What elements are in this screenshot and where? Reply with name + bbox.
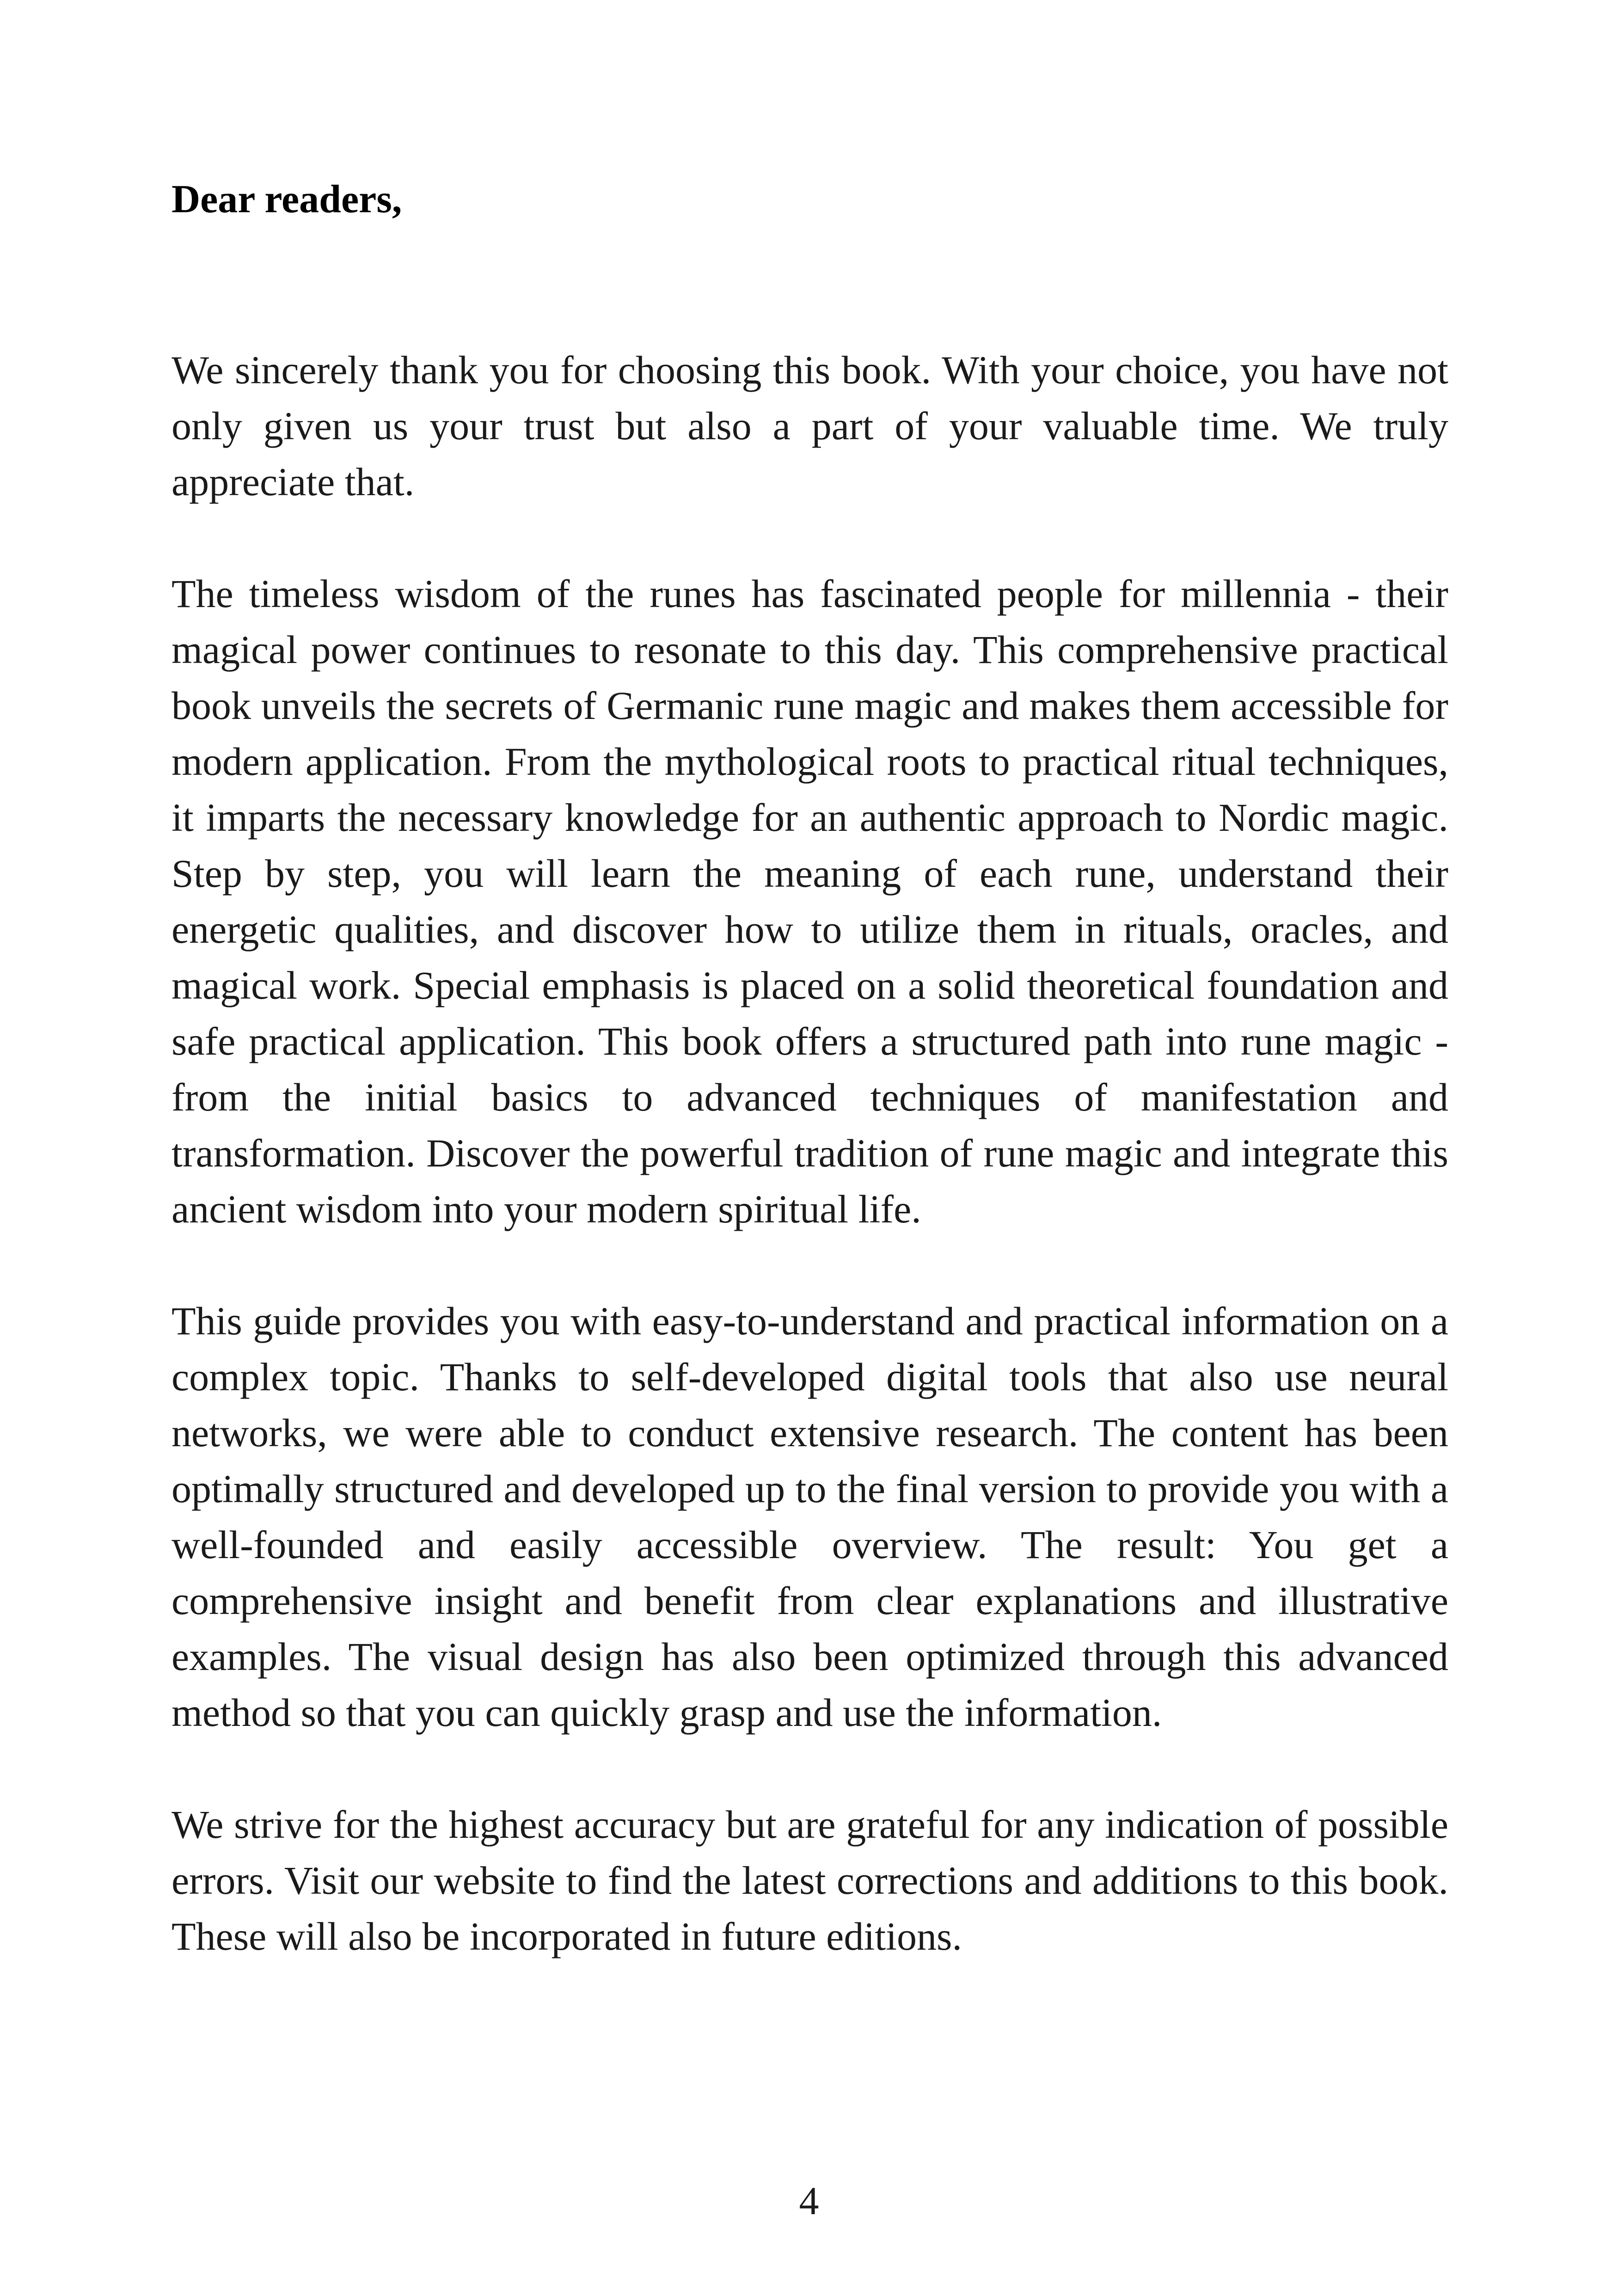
- paragraph-thanks: We sincerely thank you for choosing this book. With your choice, you have not only given us your trust but also a part of your valuable time. We truly appreciate that.: [172, 348, 1448, 504]
- paragraph-accuracy: We strive for the highest accuracy but are grateful for any indication of possible errors. Visit our website to find the latest corrections and additions to this book. These will also be incorporated in future editions.: [172, 1802, 1448, 1958]
- paragraph-rune-wisdom: The timeless wisdom of the runes has fascinated people for millennia - their magical power continues to resonate to this day. This comprehensive practical book unveils the secrets of Germanic rune magic and makes them accessible for modern application. From the mythological roots to practical ritual techniques, it imparts the necessary knowledge for an authentic approach to Nordic magic. Step by step, you will learn the meaning of each rune, understand their energetic qualities, and discover how to utilize them in rituals, oracles, and magical work. Special emphasis is placed on a solid theoretical foundation and safe practical application. This book offers a structured path into rune magic - from the initial basics to advanced techniques of manifestation and transformation. Discover the powerful tradition of rune magic and integrate this ancient wisdom into your modern spiritual life.: [172, 571, 1448, 1231]
- salutation-heading: Dear readers,: [172, 177, 402, 221]
- page-number: 4: [799, 2179, 819, 2223]
- paragraph-guide-info: This guide provides you with easy-to-understand and practical information on a complex topic. Thanks to self-developed digital tools that also use neural networks, we were able to conduct extensive research. The content has been optimally structured and developed up to the final version to provide you with a well-founded and easily accessible overview. The result: You get a comprehensive insight and benefit from clear explanations and illustrative examples. The visual design has also been optimized through this advanced method so that you can quickly grasp and use the information.: [172, 1299, 1448, 1735]
- body-text: [172, 342, 1448, 2020]
